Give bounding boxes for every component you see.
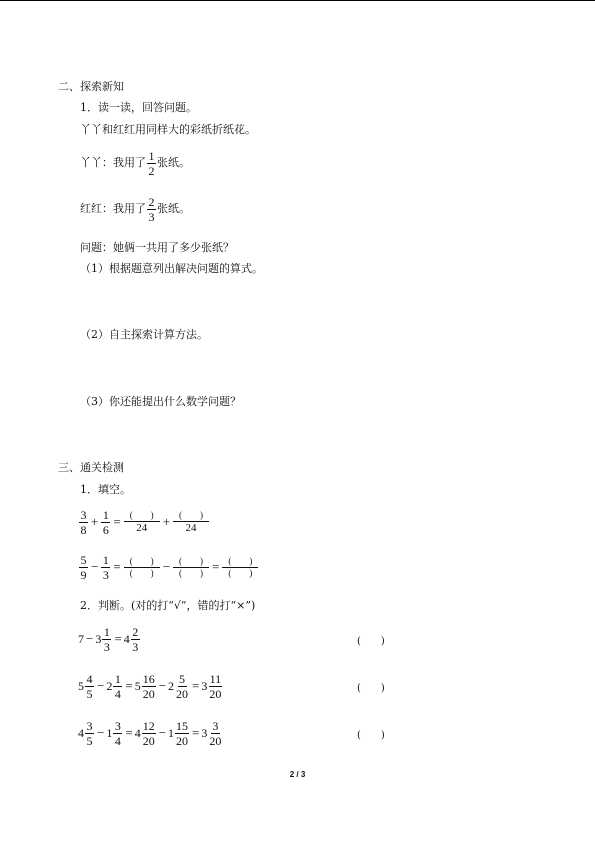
fraction: $\frac{1}{4}$ — [114, 671, 121, 701]
blank-fraction[interactable]: $\frac{( )}{24}$ — [124, 511, 160, 534]
fraction: $\frac{4}{5}$ — [86, 671, 93, 701]
story-text: 丫丫和红红用同样大的彩纸折纸花。 — [80, 123, 256, 136]
sub-question-1: （1）根据题意列出解决问题的算式。 — [80, 262, 263, 275]
q1-title: 1．读一读，回答问题。 — [80, 101, 197, 114]
fraction: $\frac{3}{20}$ — [209, 718, 222, 748]
answer-blank-2[interactable]: ( ) — [357, 683, 385, 694]
top-rule — [0, 0, 595, 1]
yaya-prefix: 丫丫：我用了 — [80, 156, 146, 169]
fraction: $\frac{3}{4}$ — [114, 718, 121, 748]
answer-blank-1[interactable]: ( ) — [357, 636, 385, 647]
yaya-suffix: 张纸。 — [157, 156, 190, 169]
fill-expression-2: $\frac{5}{9}$ − $\frac{1}{3}$ = $\frac{( )}{( )}$ − $\frac{( )}{( )}$ = $\frac{( )}{( )}$ — [78, 550, 259, 584]
honghong-prefix: 红红：我用了 — [80, 202, 146, 215]
page-number: 2 / 3 — [289, 770, 306, 779]
fraction: $\frac{1}{6}$ — [102, 507, 109, 537]
yaya-line — [80, 146, 190, 180]
fraction: $\frac{2}{3}$ — [132, 624, 139, 654]
blank-fraction[interactable]: $\frac{( )}{24}$ — [173, 511, 209, 534]
fill-title: 1．填空。 — [80, 483, 131, 496]
honghong-line — [80, 192, 190, 226]
fraction: $\frac{16}{20}$ — [142, 671, 155, 701]
fill-expression-1: $\frac{3}{8}$ + $\frac{1}{6}$ = $\frac{( )}{24}$ + $\frac{( )}{24}$ — [78, 505, 210, 539]
fraction: $\frac{3}{8}$ — [80, 507, 87, 537]
fraction: $\frac{5}{9}$ — [80, 552, 87, 582]
fraction: $\frac{3}{5}$ — [86, 718, 93, 748]
fraction: $\frac{12}{20}$ — [142, 718, 155, 748]
sub-question-2: （2）自主探索计算方法。 — [80, 328, 208, 341]
judge-expression-2: 5 $\frac{4}{5}$ − 2 $\frac{1}{4}$ = 5 $\frac{16}{20}$ − 2 $\frac{5}{20}$ = 3 $\frac{11}{20}$ — [78, 671, 222, 701]
question-text: 问题：她俩一共用了多少张纸？ — [80, 241, 234, 254]
fraction: $\frac{5}{20}$ — [176, 671, 189, 701]
judge-expression-1: 7 − 3 $\frac{1}{3}$ = 4 $\frac{2}{3}$ — [78, 624, 139, 654]
fraction: $\frac{1}{2}$ — [148, 148, 155, 178]
fraction: $\frac{1}{3}$ — [102, 552, 109, 582]
answer-blank-3[interactable]: ( ) — [357, 730, 385, 741]
judge-expression-3: 4 $\frac{3}{5}$ − 1 $\frac{3}{4}$ = 4 $\frac{12}{20}$ − 1 $\frac{15}{20}$ = 3 $\frac{3}{20}$ — [78, 718, 222, 748]
section2-heading: 二、探索新知 — [58, 80, 124, 93]
judge-title: 2．判断。(对的打“√”，错的打“×”) — [80, 599, 256, 612]
blank-fraction[interactable]: $\frac{( )}{( )}$ — [124, 557, 160, 578]
fraction: $\frac{2}{3}$ — [148, 194, 155, 224]
section3-heading: 三、通关检测 — [58, 461, 124, 474]
sub-question-3: （3）你还能提出什么数学问题？ — [80, 395, 241, 408]
blank-fraction[interactable]: $\frac{( )}{( )}$ — [222, 557, 258, 578]
fraction: $\frac{11}{20}$ — [209, 671, 222, 701]
blank-fraction[interactable]: $\frac{( )}{( )}$ — [173, 557, 209, 578]
honghong-suffix: 张纸。 — [157, 202, 190, 215]
fraction: $\frac{1}{3}$ — [103, 624, 110, 654]
fraction: $\frac{15}{20}$ — [176, 718, 189, 748]
